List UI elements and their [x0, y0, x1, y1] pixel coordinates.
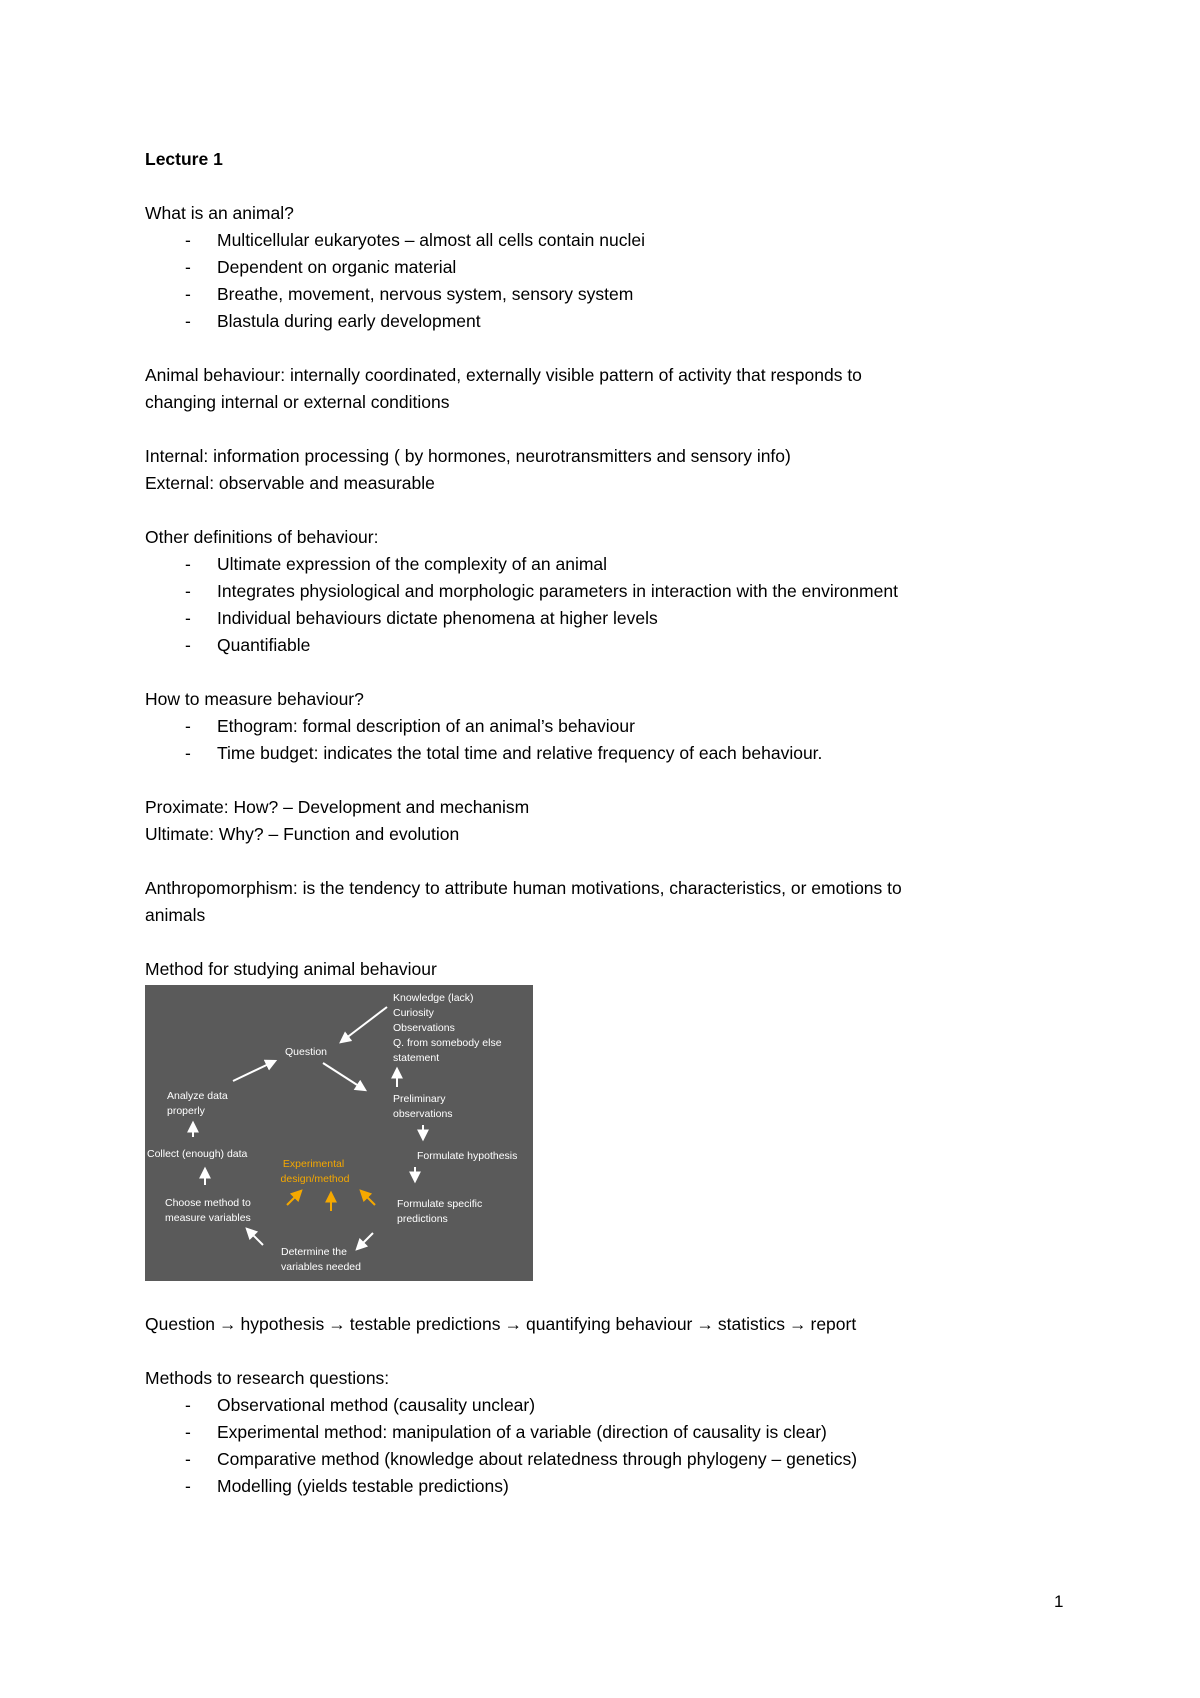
- list-item: - Multicellular eukaryotes – almost all cells contain nuclei: [185, 230, 645, 250]
- other-definitions-heading: Other definitions of behaviour:: [145, 527, 379, 547]
- page-number: 1: [1054, 1592, 1064, 1611]
- method-heading: Method for studying animal behaviour: [145, 959, 437, 979]
- list-item: - Integrates physiological and morphologic parameters in interaction with the environment: [185, 581, 898, 601]
- external-definition: External: observable and measurable: [145, 473, 435, 493]
- diagram-analyze-data: Analyze data properly: [167, 1090, 228, 1117]
- diagram-formulate-hypothesis: Formulate hypothesis: [417, 1150, 518, 1162]
- methods-list: [145, 1392, 1065, 1500]
- anthropomorphism-line2: animals: [145, 905, 206, 925]
- animal-behaviour-definition-line1: Animal behaviour: internally coordinated, externally visible pattern of activity that responds to: [145, 365, 862, 385]
- diagram-experimental-design: Experimental design/method: [280, 1158, 350, 1185]
- scientific-method-diagram: [145, 985, 533, 1281]
- list-item: - Time budget: indicates the total time and relative frequency of each behaviour.: [185, 743, 823, 763]
- diagram-preliminary: Preliminary observations: [393, 1093, 453, 1120]
- diagram-collect-data: Collect (enough) data: [147, 1148, 248, 1160]
- anthropomorphism-line1: Anthropomorphism: is the tendency to attribute human motivations, characteristics, or emotions to: [145, 878, 902, 898]
- animal-behaviour-definition-line2: changing internal or external conditions: [145, 392, 450, 412]
- list-item: - Individual behaviours dictate phenomena at higher levels: [185, 608, 658, 628]
- list-item: - Experimental method: manipulation of a variable (direction of causality is clear): [185, 1422, 827, 1442]
- list-item: - Dependent on organic material: [185, 257, 457, 277]
- what-is-animal-list: [145, 227, 1065, 335]
- internal-definition: Internal: information processing ( by hormones, neurotransmitters and sensory info): [145, 446, 791, 466]
- process-flow: Question → hypothesis → testable predictions → quantifying behaviour → statistics → report: [145, 1314, 857, 1334]
- arrow-right-icon: →: [328, 1314, 346, 1334]
- list-item: - Breathe, movement, nervous system, sensory system: [185, 284, 634, 304]
- arrow-right-icon: →: [504, 1314, 523, 1334]
- diagram-background: [145, 985, 533, 1281]
- arrow-right-icon: →: [789, 1314, 807, 1334]
- lecture-title: Lecture 1: [145, 149, 223, 169]
- proximate-definition: Proximate: How? – Development and mechanism: [145, 797, 530, 817]
- list-item: - Modelling (yields testable predictions): [185, 1476, 509, 1496]
- diagram-choose-method: Choose method to measure variables: [165, 1197, 251, 1224]
- list-item: - Comparative method (knowledge about relatedness through phylogeny – genetics): [185, 1449, 858, 1469]
- list-item: - Blastula during early development: [185, 311, 481, 331]
- diagram-knowledge: Knowledge (lack) Curiosity Observations Q. from somebody else statement: [393, 992, 502, 1064]
- arrow-right-icon: →: [219, 1314, 237, 1334]
- diagram-formulate-predictions: Formulate specific predictions: [397, 1198, 483, 1225]
- list-item: - Ultimate expression of the complexity of an animal: [185, 554, 608, 574]
- arrow-right-icon: →: [696, 1314, 714, 1334]
- what-is-animal-heading: What is an animal?: [145, 203, 294, 223]
- list-item: - Quantifiable: [185, 635, 311, 655]
- list-item: - Observational method (causality unclear): [185, 1395, 536, 1415]
- other-definitions-list: [145, 551, 1065, 659]
- measure-behaviour-heading: How to measure behaviour?: [145, 689, 364, 709]
- methods-heading: Methods to research questions:: [145, 1368, 390, 1388]
- diagram-determine-variables: Determine the variables needed: [281, 1246, 361, 1273]
- document-page: [145, 146, 1065, 1500]
- measure-behaviour-list: [145, 713, 1065, 767]
- list-item: - Ethogram: formal description of an animal’s behaviour: [185, 716, 635, 736]
- ultimate-definition: Ultimate: Why? – Function and evolution: [145, 824, 460, 844]
- diagram-question: Question: [285, 1046, 328, 1058]
